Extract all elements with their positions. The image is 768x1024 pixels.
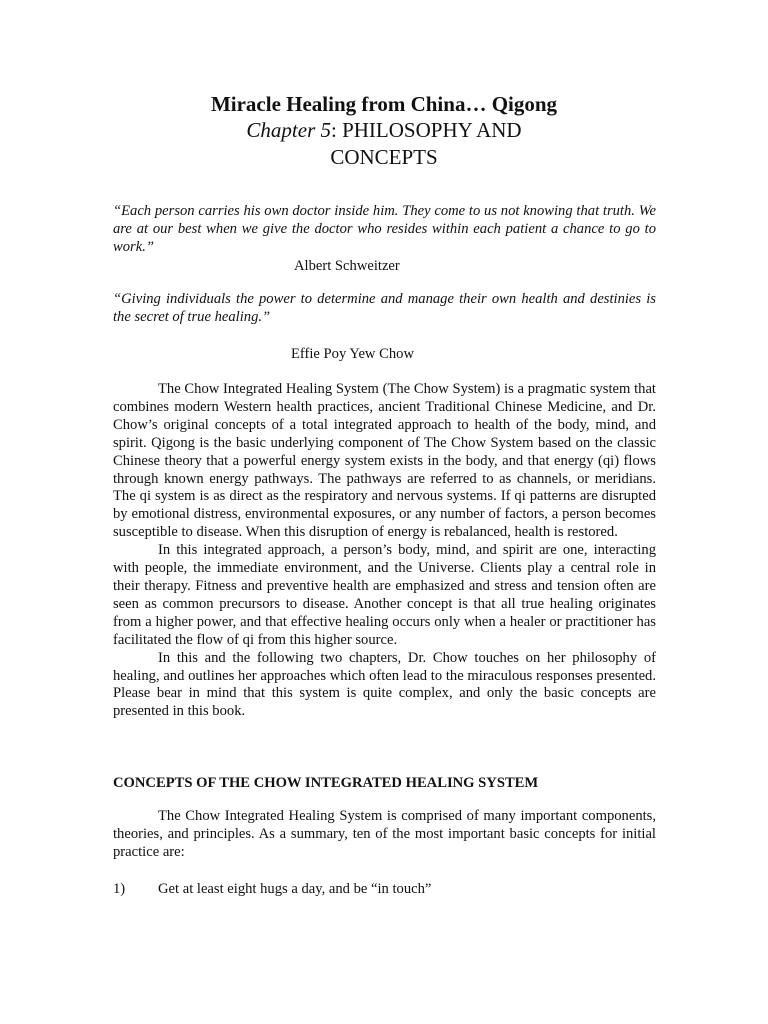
document-title: Miracle Healing from China… Qigong [210, 92, 558, 116]
epigraph-quote-2: “Giving individuals the power to determine and manage their own health and destinies is the secret of true healing.” [113, 291, 656, 325]
paragraph: In this integrated approach, a person’s body, mind, and spirit are one, interacting with people, the immediate environment, and the Universe. Clients play a central role in their therapy. Fitness and preventive health are emphasized and stress and tension often are seen as common precursors to disease. Another concept is that all true healing originates from a higher power, and that effective healing occurs only when a healer or practitioner has facilitated the flow of qi from this higher source. [113, 542, 656, 648]
section-heading: CONCEPTS OF THE CHOW INTEGRATED HEALING SYSTEM [113, 775, 539, 791]
chapter-title-line2: CONCEPTS [330, 145, 438, 169]
chapter-title-line1: : PHILOSOPHY AND [331, 118, 522, 142]
chapter-heading [0, 117, 768, 143]
section-intro [113, 808, 656, 862]
section-intro-text: The Chow Integrated Healing System is comprised of many important components, theories, and principles. As a summary, ten of the most important basic concepts for initial practice are: [113, 808, 656, 860]
chapter-label: Chapter 5 [246, 118, 331, 142]
paragraph: The Chow Integrated Healing System (The Chow System) is a pragmatic system that combines modern Western health practices, ancient Traditional Chinese Medicine, and Dr. Chow’s original concepts of a total integrated approach to health of the body, mind, and spirit. Qigong is the basic underlying component of The Chow System based on the classic Chinese theory that a powerful energy system exists in the body, and that energy (qi) flows through known energy pathways. The pathways are referred to as channels, or meridians. The qi system is as direct as the respiratory and nervous systems. If qi patterns are disrupted by emotional distress, environmental exposures, or any number of factors, a person becomes susceptible to disease. When this disruption of energy is rebalanced, health is restored. [113, 381, 656, 541]
body-paragraphs [113, 381, 656, 721]
epigraph-author-2: Effie Poy Yew Chow [291, 346, 414, 362]
list-item-text: Get at least eight hugs a day, and be “in touch” [158, 881, 432, 897]
list-item-number: 1) [113, 881, 126, 897]
list-item [113, 880, 656, 898]
epigraph-author-1: Albert Schweitzer [294, 258, 400, 274]
paragraph: In this and the following two chapters, Dr. Chow touches on her philosophy of healing, and outlines her approaches which often lead to the miraculous responses presented. Please bear in mind that this system is quite complex, and only the basic concepts are presented in this book. [113, 649, 656, 720]
epigraph-quote-1: “Each person carries his own doctor inside him. They come to us not knowing that truth. We are at our best when we give the doctor who resides within each patient a chance to go to work.” [113, 203, 656, 255]
